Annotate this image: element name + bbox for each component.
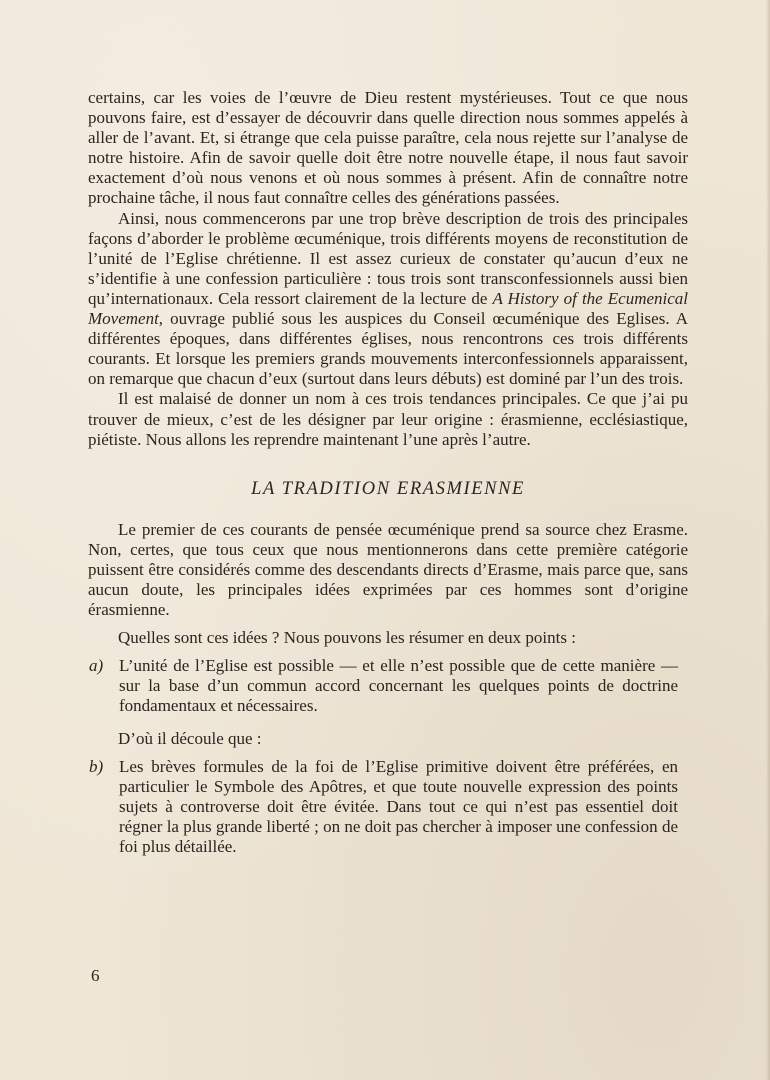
page-number: 6 (91, 966, 100, 985)
paragraph-5: Quelles sont ces idées ? Nous pouvons les résumer en deux points : (118, 628, 576, 648)
paragraph-3: Il est malaisé de donner un nom à ces trois tendances principales. Ce que j’ai pu trouver de mieux, c’est de les désigner par leur origine : érasmienne, ecclésiastique, piétiste. Nous allons les reprendre maintenant l’une après l’autre. (88, 389, 688, 449)
list-item-b-text: Les brèves formules de la foi de l’Eglise primitive doivent être préférées, en particulier le Symbole des Apôtres, et que toute nouvelle expression des points sujets à controverse doit être évitée. Dans tout ce qui n’est pas essentiel doit régner la plus grande liberté ; on ne doit pas chercher à imposer une confession de foi plus détaillée. (119, 756, 678, 856)
list-marker-a: a) (89, 656, 104, 676)
paragraph-6: D’où il découle que : (118, 728, 262, 748)
list-item-a-text: L’unité de l’Eglise est possible — et elle n’est possible que de cette manière — sur la base d’un commun accord concernant les quelques points de doctrine fondamentaux et nécessaires. (119, 656, 678, 716)
book-title: A History of the Ecumenical Movement, (88, 288, 689, 329)
paragraph-4: Le premier de ces courants de pensée œcuménique prend sa source chez Erasme. Non, certes, que tous ceux que nous mentionnerons dans cette première catégorie puissent être considérés comme des descendants directs d’Erasme, mais parce que, sans aucun doute, les principales idées exprimées par ces hommes sont d’origine érasmienne. (88, 519, 688, 620)
page-body (88, 88, 688, 857)
section-heading: LA TRADITION ERASMIENNE (251, 478, 525, 499)
paragraph-2-part-a: Ainsi, nous commencerons par une trop brève description de trois des principales façons d’aborder le problème œcuménique, trois différents moyens de reconstitution de l’unité de l’Eglise chrétienne. Il est assez curieux de constater qu’aucun d’eux ne s’identifie à une confession particulière : tous trois sont transconfessionnels aussi bien qu’internationaux. Cela ressort clairement de la lecture de (88, 208, 688, 308)
paragraph-1: certains, car les voies de l’œuvre de Dieu restent mystérieuses. Tout ce que nous pouvons faire, est d’essayer de découvrir dans quelle direction nous sommes appelés à aller de l’avant. Et, si étrange que cela puisse paraître, cela nous rejette sur l’analyse de notre histoire. Afin de savoir quelle doit être notre nouvelle étape, il nous faut savoir exactement d’où nous venons et où nous sommes à présent. Afin de connaître notre prochaine tâche, il nous faut connaître celles des générations passées. (88, 88, 688, 208)
list-item-b (88, 757, 688, 857)
page-edge-shadow (766, 0, 770, 1080)
list-marker-b: b) (89, 756, 104, 776)
paragraph-2 (88, 209, 688, 390)
list-item-a (88, 656, 688, 716)
paragraph-2-part-b: ouvrage publié sous les auspices du Conseil œcuménique des Eglises. A différentes époques, dans différentes églises, nous rencontrons ces trois différents courants. Et lorsque les premiers grands mouvements interconfessionnels apparaissent, on remarque que chacun d’eux (surtout dans leurs débuts) est dominé par l’un des trois. (88, 309, 688, 389)
